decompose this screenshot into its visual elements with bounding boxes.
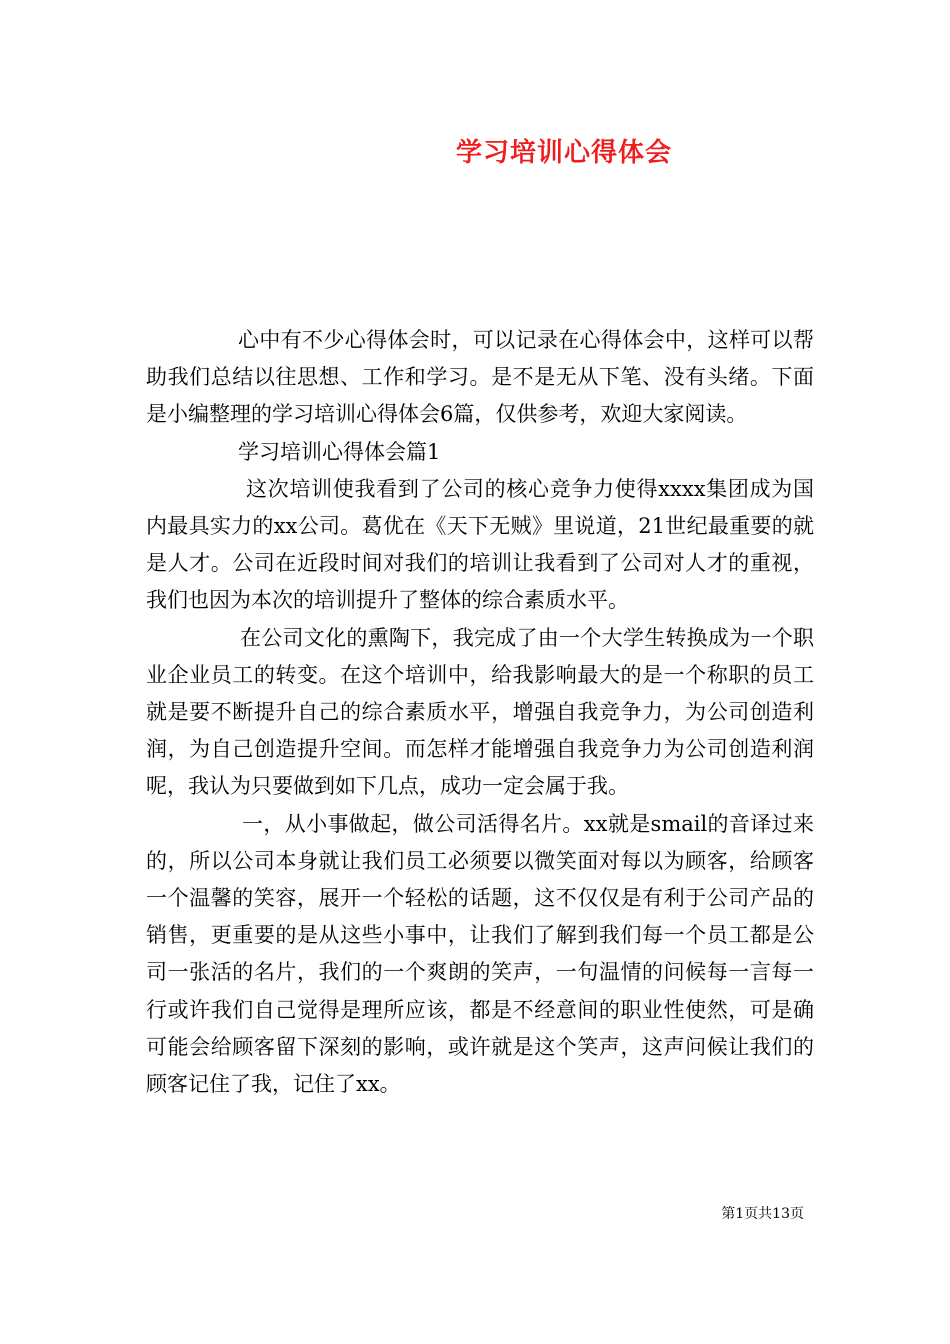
intro-paragraph: 心中有不少心得体会时，可以记录在心得体会中，这样可以帮助我们总结以往思想、工作和学习。是不是无从下笔、没有头绪。下面是小编整理的学习培训心得体会6篇，仅供参考，欢迎大家阅读。 [146,328,814,427]
body-paragraph: 在公司文化的熏陶下，我完成了由一个大学生转换成为一个职业企业员工的转变。在这个培训中，给我影响最大的是一个称职的员工就是要不断提升自己的综合素质水平，增强自我竞争力，为公司创造利润，为自己创造提升空间。而怎样才能增强自我竞争力为公司创造利润呢，我认为只要做到如下几点，成功一定会属于我。 [146,625,814,799]
body-paragraph: 这次培训使我看到了公司的核心竞争力使得xxxx集团成为国内最具实力的xx公司。葛优在《天下无贼》里说道，21世纪最重要的就是人才。公司在近段时间对我们的培训让我看到了公司对人才的重视，我们也因为本次的培训提升了整体的综合素质水平。 [146,476,814,613]
document-body [146,322,814,1103]
section-heading: 学习培训心得体会篇1 [238,439,441,464]
page-number-footer: 第1页共13页 [721,1206,804,1222]
body-paragraph: 一，从小事做起，做公司活得名片。xx就是smail的音译过来的，所以公司本身就让我们员工必须要以微笑面对每以为顾客，给顾客一个温馨的笑容，展开一个轻松的话题，这不仅仅是有利于公司产品的销售，更重要的是从这些小事中，让我们了解到我们每一个员工都是公司一张活的名片，我们的一个爽朗的笑声，一句温情的问候每一言每一行或许我们自己觉得是理所应该，都是不经意间的职业性使然，可是确可能会给顾客留下深刻的影响，或许就是这个笑声，这声问候让我们的顾客记住了我，记住了xx。 [146,811,814,1097]
document-title: 学习培训心得体会 [455,138,672,168]
